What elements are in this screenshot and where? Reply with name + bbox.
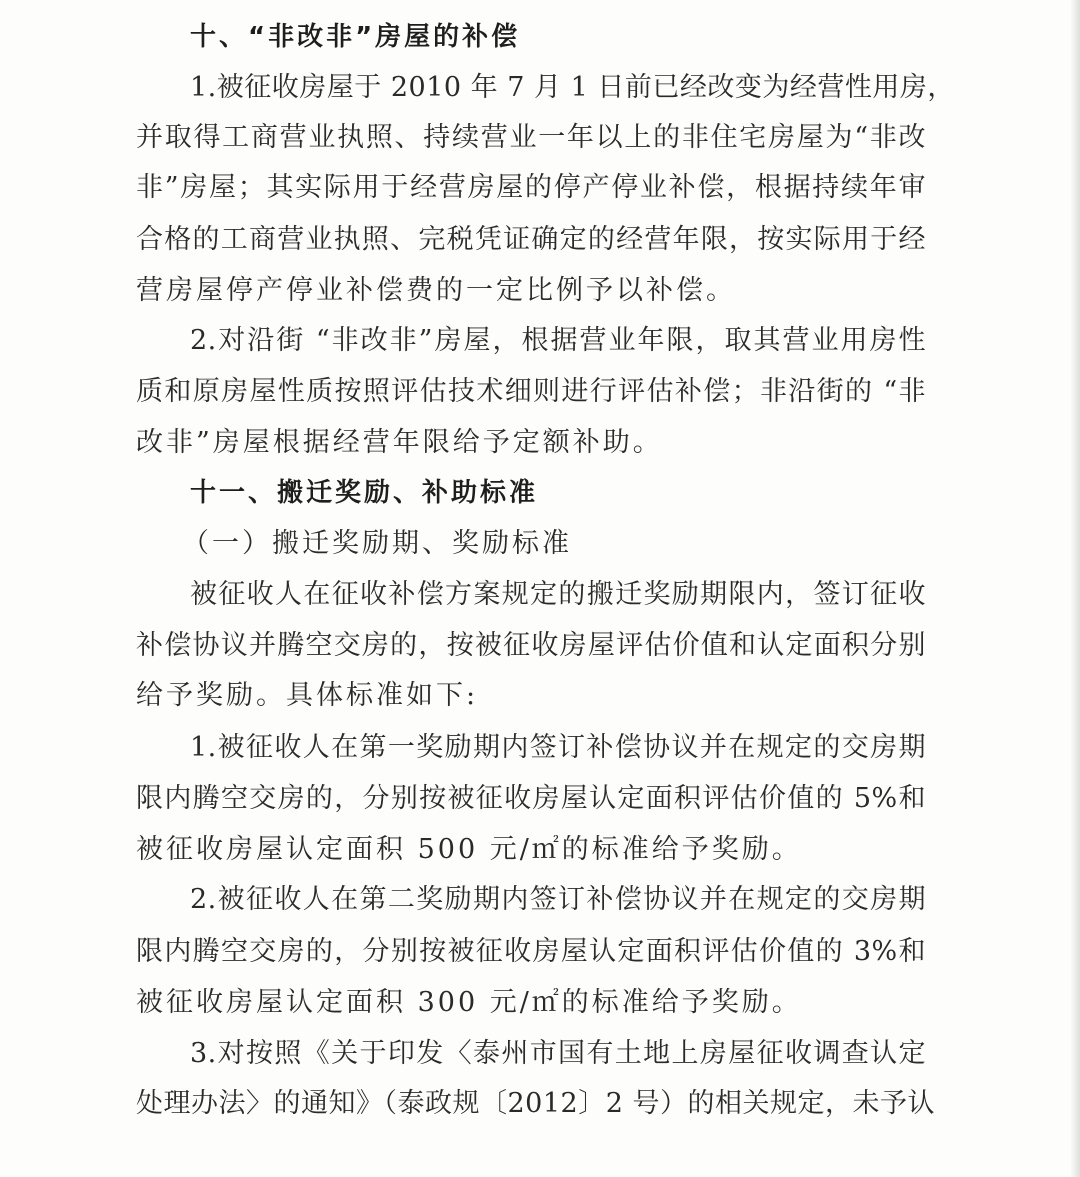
section-10-item-1-line-2: 并取得工商营业执照、持续营业一年以上的非住宅房屋为“非改 <box>136 122 926 153</box>
section-11-intro-line-2: 补偿协议并腾空交房的，按被征收房屋评估价值和认定面积分别 <box>136 630 926 661</box>
subsection-1-heading: （一）搬迁奖励期、奖励标准 <box>182 528 572 559</box>
section-11-intro-line-3: 给予奖励。具体标准如下: <box>136 680 479 711</box>
section-11-item-1-line-2: 限内腾空交房的，分别按被征收房屋认定面积评估价值的 5%和 <box>136 783 926 814</box>
section-11-item-1-line-3: 被征收房屋认定面积 500 元/㎡的标准给予奖励。 <box>136 834 802 865</box>
section-10-item-2-line-3: 改非”房屋根据经营年限给予定额补助。 <box>136 427 663 458</box>
section-11-item-3-line-2: 处理办法〉的通知》（泰政规〔2012〕2 号）的相关规定，未予认 <box>136 1088 935 1119</box>
section-10-item-1-line-1: 1.被征收房屋于 2010 年 7 月 1 日前已经改变为经营性用房， <box>190 72 955 103</box>
section-11-item-2-line-2: 限内腾空交房的，分别按被征收房屋认定面积评估价值的 3%和 <box>136 936 926 967</box>
section-11-item-1-line-1: 1.被征收人在第一奖励期内签订补偿协议并在规定的交房期 <box>190 732 926 763</box>
section-10-item-2-line-2: 质和原房屋性质按照评估技术细则进行评估补偿；非沿街的 “非 <box>136 376 926 407</box>
section-10-item-1-line-5: 营房屋停产停业补偿费的一定比例予以补偿。 <box>136 275 736 306</box>
section-10-heading: 十、“非改非”房屋的补偿 <box>190 22 521 52</box>
section-11-item-2-line-3: 被征收房屋认定面积 300 元/㎡的标准给予奖励。 <box>136 987 802 1018</box>
section-10-item-1-line-3: 非”房屋；其实际用于经营房屋的停产停业补偿，根据持续年审 <box>136 172 926 203</box>
page-edge-shadow <box>1070 0 1080 1177</box>
section-11-heading: 十一、搬迁奖励、补助标准 <box>190 478 539 508</box>
section-11-item-2-line-1: 2.被征收人在第二奖励期内签订补偿协议并在规定的交房期 <box>190 884 926 915</box>
section-11-item-3-line-1: 3.对按照《关于印发〈泰州市国有土地上房屋征收调查认定 <box>190 1038 926 1069</box>
section-11-intro-line-1: 被征收人在征收补偿方案规定的搬迁奖励期限内，签订征收 <box>190 579 926 610</box>
section-10-item-1-line-4: 合格的工商营业执照、完税凭证确定的经营年限，按实际用于经 <box>136 224 926 255</box>
section-10-item-2-line-1: 2.对沿街 “非改非”房屋，根据营业年限，取其营业用房性 <box>190 325 926 356</box>
